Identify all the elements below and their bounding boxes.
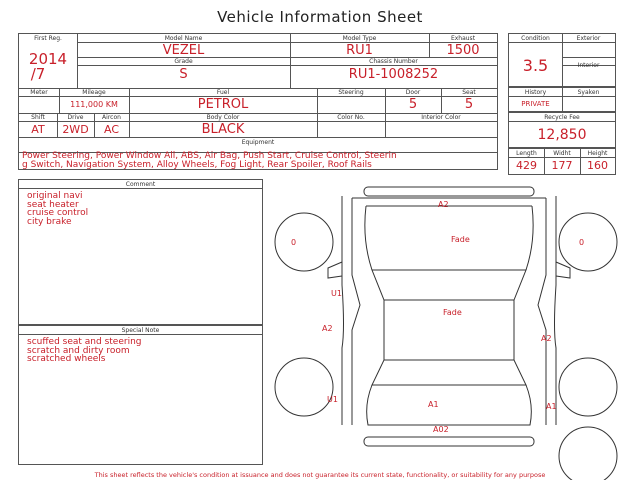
exhaust-label: Exhaust <box>450 35 476 42</box>
aircon-label: Aircon <box>102 114 121 121</box>
history-value: PRIVATE <box>521 100 550 108</box>
comment-label: Comment <box>125 181 156 188</box>
exhaust-value: 1500 <box>446 43 480 58</box>
disclaimer-footer: This sheet reflects the vehicle's condition at issuance and does not guarantee its current state, functionality, or suitability for any purpose <box>94 471 546 479</box>
mark-right-rear: A1 <box>546 402 557 411</box>
mark-rear-bumper: A02 <box>433 425 449 434</box>
model-name-label: Model Name <box>164 35 203 42</box>
comment-item: original navi <box>27 191 83 201</box>
mark-rear: A1 <box>428 400 439 409</box>
mark-right-front-wheel: 0 <box>579 238 585 247</box>
comment-item: cruise control <box>27 208 89 218</box>
color-no-label: Color No. <box>337 114 365 121</box>
seat-label: Seat <box>462 89 476 96</box>
history-label: History <box>524 89 547 96</box>
body-color-value: BLACK <box>201 122 245 137</box>
model-type-value: RU1 <box>346 43 373 58</box>
sheet-title: Vehicle Information Sheet <box>217 8 423 26</box>
first-reg-label: First Reg. <box>34 35 62 42</box>
mileage-label: Mileage <box>82 89 106 96</box>
height-label: Height <box>587 150 608 157</box>
chassis-number-label: Chassis Number <box>369 58 418 65</box>
interior-label: Interior <box>577 62 600 69</box>
first-reg-year: 2014 <box>28 50 68 68</box>
door-value: 5 <box>408 97 418 112</box>
special-note-item: scuffed seat and steering <box>27 337 142 347</box>
fuel-label: Fuel <box>216 89 230 96</box>
equipment-line-2: g Switch, Navigation System, Alloy Wheels, Fog Light, Rear Spoiler, Roof Rails <box>22 160 372 170</box>
comment-item: city brake <box>27 216 72 227</box>
aircon-value: AC <box>103 123 119 136</box>
condition-value: 3.5 <box>522 56 549 75</box>
special-note-label: Special Note <box>121 327 160 334</box>
mark-top-a2: A2 <box>438 200 449 209</box>
mark-left-front-wheel: 0 <box>291 238 297 247</box>
drive-value: 2WD <box>62 123 89 136</box>
exterior-label: Exterior <box>576 35 601 42</box>
width-value: 177 <box>551 159 573 172</box>
equipment-line-1: Power Steering, Power Window All, ABS, Air Bag, Push Start, Cruise Control, Steerin <box>22 151 397 161</box>
model-type-label: Model Type <box>342 35 377 42</box>
mark-hood: Fade <box>451 235 470 244</box>
interior-color-label: Interior Color <box>421 114 461 121</box>
mark-left-front-door: U1 <box>331 289 342 298</box>
comment-item: seat heater <box>27 199 79 210</box>
shift-label: Shift <box>31 114 45 121</box>
width-label: Widht <box>553 150 571 157</box>
fuel-value: PETROL <box>197 97 249 112</box>
body-color-label: Body Color <box>206 114 240 121</box>
mileage-value: 111,000 KM <box>70 100 118 109</box>
recycle-fee-label: Recycle Fee <box>544 114 580 121</box>
mark-right-quarter: A2 <box>541 334 552 343</box>
seat-value: 5 <box>464 97 474 112</box>
mark-left-rear-door: A2 <box>322 324 333 333</box>
special-note-item: scratch and dirty room <box>27 345 130 356</box>
length-value: 429 <box>516 159 537 172</box>
special-note-item: scratched wheels <box>27 354 106 364</box>
shift-value: AT <box>31 123 45 136</box>
drive-label: Drive <box>67 114 84 121</box>
meter-label: Meter <box>30 89 48 96</box>
grade-value: S <box>179 67 188 82</box>
steering-label: Steering <box>338 89 364 96</box>
condition-label: Condition <box>521 35 550 42</box>
mark-left-rear: U1 <box>327 395 338 404</box>
first-reg-month: /7 <box>30 65 46 83</box>
door-label: Door <box>405 89 421 96</box>
equipment-label: Equipment <box>241 139 275 146</box>
height-value: 160 <box>587 159 608 172</box>
recycle-fee-value: 12,850 <box>537 127 587 143</box>
syaken-label: Syaken <box>577 89 600 96</box>
length-label: Length <box>516 150 537 157</box>
model-name-value: VEZEL <box>162 43 205 58</box>
chassis-number-value: RU1-1008252 <box>348 67 439 82</box>
grade-label: Grade <box>174 58 193 65</box>
mark-roof: Fade <box>443 308 462 317</box>
